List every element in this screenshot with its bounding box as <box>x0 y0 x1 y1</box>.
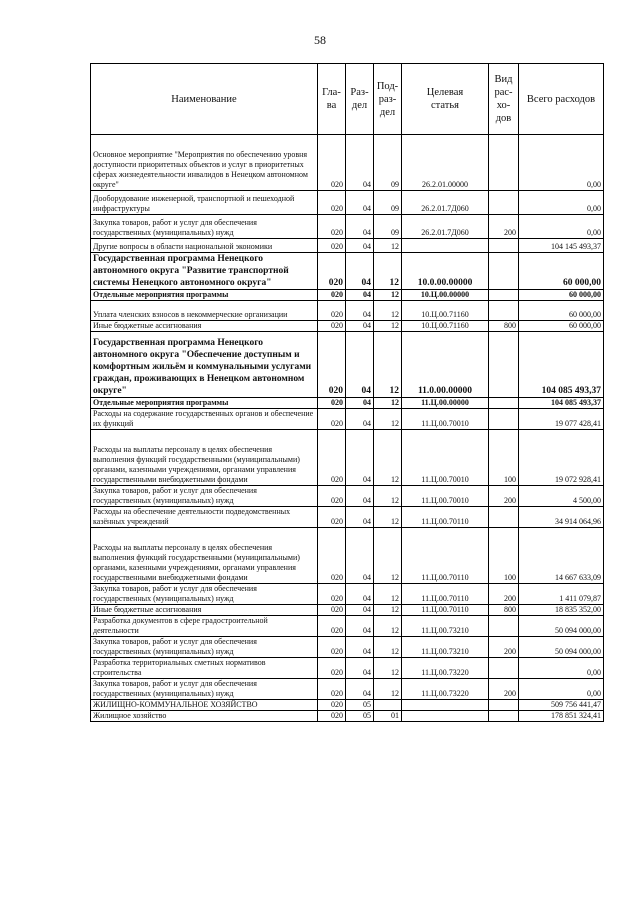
row-target-cell: 11.Ц.00.73220 <box>402 658 489 679</box>
header-glava: Гла- ва <box>318 64 346 135</box>
row-name-cell: Закупка товаров, работ и услуг для обеспечения государственных (муниципальных) нужд <box>91 679 318 700</box>
row-vid-cell <box>489 616 519 637</box>
row-name-cell: Закупка товаров, работ и услуг для обеспечения государственных (муниципальных) нужд <box>91 637 318 658</box>
row-total-cell: 0,00 <box>519 215 604 239</box>
row-vid-cell: 100 <box>489 528 519 584</box>
row-total-cell: 178 851 324,41 <box>519 711 604 722</box>
row-target-cell: 11.0.00.00000 <box>402 332 489 398</box>
table-row <box>91 700 604 711</box>
row-razdel-cell: 04 <box>346 215 374 239</box>
row-podrazdel-cell: 12 <box>374 658 402 679</box>
row-vid-cell <box>489 253 519 290</box>
row-name-cell: Расходы на выплаты персоналу в целях обеспечения выполнения функций государственными (муниципальными) органами, казенными учреждениями, органами управления государственными внебюджетными фондами <box>91 430 318 486</box>
row-razdel-cell: 04 <box>346 637 374 658</box>
row-target-cell <box>402 700 489 711</box>
row-glava-cell: 020 <box>318 253 346 290</box>
row-podrazdel-cell: 12 <box>374 253 402 290</box>
table-row <box>91 528 604 584</box>
row-glava-cell: 020 <box>318 658 346 679</box>
table-row <box>91 486 604 507</box>
row-target-cell: 11.Ц.00.70110 <box>402 584 489 605</box>
row-target-cell: 10.0.00.00000 <box>402 253 489 290</box>
row-glava-cell: 020 <box>318 409 346 430</box>
row-podrazdel-cell: 12 <box>374 301 402 321</box>
row-glava-cell: 020 <box>318 321 346 332</box>
row-name-cell: Уплата членских взносов в некоммерческие организации <box>91 301 318 321</box>
row-name-cell: Закупка товаров, работ и услуг для обеспечения государственных (муниципальных) нужд <box>91 584 318 605</box>
row-total-cell: 14 667 633,09 <box>519 528 604 584</box>
row-podrazdel-cell: 12 <box>374 239 402 253</box>
row-razdel-cell: 05 <box>346 711 374 722</box>
header-vid: Вид рас- хо- дов <box>489 64 519 135</box>
row-podrazdel-cell: 12 <box>374 616 402 637</box>
row-podrazdel-cell: 12 <box>374 321 402 332</box>
row-glava-cell: 020 <box>318 605 346 616</box>
row-glava-cell: 020 <box>318 637 346 658</box>
row-razdel-cell: 04 <box>346 486 374 507</box>
table-row <box>91 430 604 486</box>
row-vid-cell: 200 <box>489 584 519 605</box>
row-razdel-cell: 04 <box>346 605 374 616</box>
row-glava-cell: 020 <box>318 507 346 528</box>
row-name-cell: Жилищное хозяйство <box>91 711 318 722</box>
table-row <box>91 215 604 239</box>
row-name-cell: Отдельные мероприятия программы <box>91 398 318 409</box>
row-target-cell <box>402 239 489 253</box>
header-podrazdel: Под- раз- дел <box>374 64 402 135</box>
row-total-cell: 34 914 064,96 <box>519 507 604 528</box>
row-podrazdel-cell: 12 <box>374 605 402 616</box>
row-podrazdel-cell: 12 <box>374 486 402 507</box>
row-name-cell: Закупка товаров, работ и услуг для обеспечения государственных (муниципальных) нужд <box>91 486 318 507</box>
row-glava-cell: 020 <box>318 135 346 191</box>
row-razdel-cell: 04 <box>346 679 374 700</box>
row-razdel-cell: 05 <box>346 700 374 711</box>
row-vid-cell: 200 <box>489 486 519 507</box>
row-total-cell: 50 094 000,00 <box>519 637 604 658</box>
row-name-cell: Расходы на выплаты персоналу в целях обеспечения выполнения функций государственными (муниципальными) органами, казенными учреждениями, органами управления государственными внебюджетными фондами <box>91 528 318 584</box>
row-target-cell: 11.Ц.00.73220 <box>402 679 489 700</box>
row-razdel-cell: 04 <box>346 321 374 332</box>
row-razdel-cell: 04 <box>346 507 374 528</box>
table-row <box>91 332 604 398</box>
row-name-cell: Расходы на содержание государственных органов и обеспечение их функций <box>91 409 318 430</box>
table-row <box>91 711 604 722</box>
row-vid-cell: 100 <box>489 430 519 486</box>
row-vid-cell <box>489 301 519 321</box>
row-razdel-cell: 04 <box>346 409 374 430</box>
row-total-cell: 0,00 <box>519 658 604 679</box>
row-razdel-cell: 04 <box>346 301 374 321</box>
row-target-cell: 11.Ц.00.00000 <box>402 398 489 409</box>
row-podrazdel-cell: 12 <box>374 637 402 658</box>
row-target-cell: 11.Ц.00.70010 <box>402 409 489 430</box>
header-razdel: Раз- дел <box>346 64 374 135</box>
row-total-cell: 60 000,00 <box>519 253 604 290</box>
table-row <box>91 584 604 605</box>
row-vid-cell: 800 <box>489 605 519 616</box>
row-name-cell: Государственная программа Ненецкого автономного округа "Обеспечение доступным и комфортным жильём и коммунальными услугами граждан, проживающих в Ненецком автономном округе" <box>91 332 318 398</box>
row-podrazdel-cell: 09 <box>374 215 402 239</box>
row-total-cell: 18 835 352,00 <box>519 605 604 616</box>
row-glava-cell: 020 <box>318 584 346 605</box>
table-row <box>91 658 604 679</box>
table-row <box>91 135 604 191</box>
row-total-cell: 60 000,00 <box>519 301 604 321</box>
row-podrazdel-cell: 12 <box>374 290 402 301</box>
row-podrazdel-cell: 12 <box>374 398 402 409</box>
row-glava-cell: 020 <box>318 239 346 253</box>
row-name-cell: Закупка товаров, работ и услуг для обеспечения государственных (муниципальных) нужд <box>91 215 318 239</box>
row-total-cell: 4 500,00 <box>519 486 604 507</box>
row-total-cell: 0,00 <box>519 191 604 215</box>
row-glava-cell: 020 <box>318 215 346 239</box>
row-total-cell: 104 085 493,37 <box>519 332 604 398</box>
row-vid-cell <box>489 507 519 528</box>
row-vid-cell <box>489 409 519 430</box>
table-row <box>91 605 604 616</box>
row-podrazdel-cell: 09 <box>374 191 402 215</box>
table-row <box>91 679 604 700</box>
row-podrazdel-cell: 12 <box>374 679 402 700</box>
row-glava-cell: 020 <box>318 700 346 711</box>
row-podrazdel-cell: 12 <box>374 507 402 528</box>
row-name-cell: ЖИЛИЩНО-КОММУНАЛЬНОЕ ХОЗЯЙСТВО <box>91 700 318 711</box>
table-row <box>91 409 604 430</box>
row-podrazdel-cell: 12 <box>374 528 402 584</box>
row-glava-cell: 020 <box>318 430 346 486</box>
row-razdel-cell: 04 <box>346 239 374 253</box>
row-razdel-cell: 04 <box>346 528 374 584</box>
row-total-cell: 1 411 079,87 <box>519 584 604 605</box>
table-row <box>91 253 604 290</box>
row-razdel-cell: 04 <box>346 290 374 301</box>
row-razdel-cell: 04 <box>346 332 374 398</box>
row-podrazdel-cell: 01 <box>374 711 402 722</box>
row-glava-cell: 020 <box>318 301 346 321</box>
header-total: Всего расходов <box>519 64 604 135</box>
row-vid-cell <box>489 332 519 398</box>
row-vid-cell: 200 <box>489 679 519 700</box>
row-vid-cell <box>489 658 519 679</box>
row-glava-cell: 020 <box>318 711 346 722</box>
header-name: Наименование <box>91 64 318 135</box>
row-target-cell: 10.Ц.00.00000 <box>402 290 489 301</box>
row-total-cell: 19 077 428,41 <box>519 409 604 430</box>
row-razdel-cell: 04 <box>346 135 374 191</box>
row-glava-cell: 020 <box>318 486 346 507</box>
row-target-cell: 11.Ц.00.73210 <box>402 637 489 658</box>
row-razdel-cell: 04 <box>346 430 374 486</box>
row-glava-cell: 020 <box>318 332 346 398</box>
row-vid-cell: 200 <box>489 215 519 239</box>
row-podrazdel-cell <box>374 700 402 711</box>
row-target-cell: 11.Ц.00.70110 <box>402 605 489 616</box>
row-target-cell <box>402 711 489 722</box>
row-target-cell: 11.Ц.00.70110 <box>402 507 489 528</box>
row-name-cell: Расходы на обеспечение деятельности подведомственных казённых учреждений <box>91 507 318 528</box>
row-name-cell: Дооборудование инженерной, транспортной и пешеходной инфраструктуры <box>91 191 318 215</box>
header-row <box>91 64 604 135</box>
row-vid-cell <box>489 191 519 215</box>
table-row <box>91 290 604 301</box>
row-glava-cell: 020 <box>318 191 346 215</box>
row-target-cell: 26.2.01.7Д060 <box>402 191 489 215</box>
row-vid-cell <box>489 239 519 253</box>
table-row <box>91 616 604 637</box>
table-body <box>91 135 604 722</box>
row-vid-cell <box>489 290 519 301</box>
row-name-cell: Разработка документов в сфере градостроительной деятельности <box>91 616 318 637</box>
row-total-cell: 0,00 <box>519 679 604 700</box>
header-target: Целевая статья <box>402 64 489 135</box>
row-vid-cell <box>489 135 519 191</box>
row-target-cell: 10.Ц.00.71160 <box>402 321 489 332</box>
row-glava-cell: 020 <box>318 679 346 700</box>
row-target-cell: 11.Ц.00.70010 <box>402 430 489 486</box>
table-row <box>91 191 604 215</box>
row-glava-cell: 020 <box>318 616 346 637</box>
table-row <box>91 507 604 528</box>
row-total-cell: 19 072 928,41 <box>519 430 604 486</box>
row-name-cell: Иные бюджетные ассигнования <box>91 321 318 332</box>
row-target-cell: 11.Ц.00.73210 <box>402 616 489 637</box>
budget-table <box>90 63 604 722</box>
row-vid-cell: 200 <box>489 637 519 658</box>
row-name-cell: Основное мероприятие "Мероприятия по обеспечению уровня доступности приоритетных объектов и услуг в приоритетных сферах жизнедеятельности инвалидов в Ненецком автономном округе" <box>91 135 318 191</box>
row-target-cell: 11.Ц.00.70010 <box>402 486 489 507</box>
row-target-cell: 11.Ц.00.70110 <box>402 528 489 584</box>
row-vid-cell <box>489 711 519 722</box>
table-row <box>91 301 604 321</box>
row-name-cell: Разработка территориальных сметных нормативов строительства <box>91 658 318 679</box>
row-podrazdel-cell: 12 <box>374 584 402 605</box>
row-total-cell: 50 094 000,00 <box>519 616 604 637</box>
table-row <box>91 321 604 332</box>
row-podrazdel-cell: 12 <box>374 430 402 486</box>
row-razdel-cell: 04 <box>346 658 374 679</box>
row-name-cell: Иные бюджетные ассигнования <box>91 605 318 616</box>
page-number: 58 <box>314 33 326 47</box>
row-total-cell: 60 000,00 <box>519 290 604 301</box>
row-glava-cell: 020 <box>318 398 346 409</box>
table-row <box>91 637 604 658</box>
row-glava-cell: 020 <box>318 290 346 301</box>
row-total-cell: 0,00 <box>519 135 604 191</box>
table-row <box>91 239 604 253</box>
row-vid-cell: 800 <box>489 321 519 332</box>
row-name-cell: Другие вопросы в области национальной экономики <box>91 239 318 253</box>
table-row <box>91 398 604 409</box>
row-target-cell: 10.Ц.00.71160 <box>402 301 489 321</box>
row-razdel-cell: 04 <box>346 616 374 637</box>
row-razdel-cell: 04 <box>346 253 374 290</box>
row-total-cell: 60 000,00 <box>519 321 604 332</box>
row-vid-cell <box>489 398 519 409</box>
row-name-cell: Государственная программа Ненецкого автономного округа "Развитие транспортной системы Ненецкого автономного округа" <box>91 253 318 290</box>
row-podrazdel-cell: 12 <box>374 409 402 430</box>
row-target-cell: 26.2.01.00000 <box>402 135 489 191</box>
row-podrazdel-cell: 09 <box>374 135 402 191</box>
row-glava-cell: 020 <box>318 528 346 584</box>
row-target-cell: 26.2.01.7Д060 <box>402 215 489 239</box>
row-name-cell: Отдельные мероприятия программы <box>91 290 318 301</box>
row-razdel-cell: 04 <box>346 584 374 605</box>
row-podrazdel-cell: 12 <box>374 332 402 398</box>
row-razdel-cell: 04 <box>346 398 374 409</box>
row-total-cell: 509 756 441,47 <box>519 700 604 711</box>
row-total-cell: 104 085 493,37 <box>519 398 604 409</box>
row-vid-cell <box>489 700 519 711</box>
row-total-cell: 104 145 493,37 <box>519 239 604 253</box>
row-razdel-cell: 04 <box>346 191 374 215</box>
